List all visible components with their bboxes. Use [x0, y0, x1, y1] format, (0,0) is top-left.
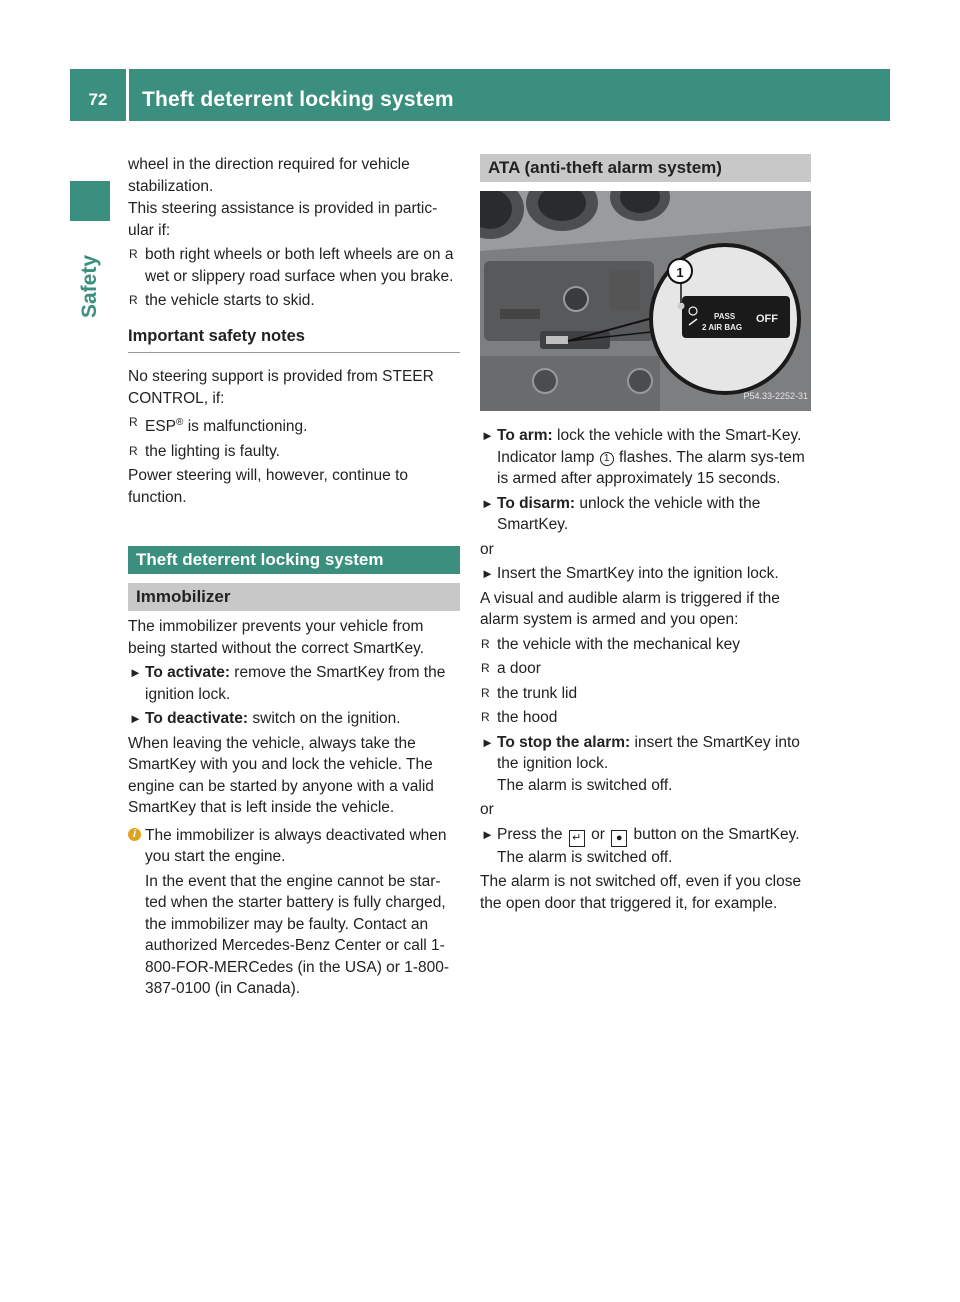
- list-item-text: the vehicle starts to skid.: [145, 292, 315, 309]
- step-item: [480, 425, 811, 447]
- list-item-text: both right wheels or both left wheels are on a wet or slippery road surface when you brake.: [145, 246, 454, 285]
- paragraph: The alarm is not switched off, even if you close the open door that triggered it, for example.: [480, 873, 802, 912]
- list-item-text: the hood: [497, 709, 558, 726]
- section-heading: Important safety notes: [128, 326, 305, 345]
- subsection-bar: Immobilizer: [128, 583, 460, 611]
- list-item: [128, 244, 460, 287]
- section-tab: [78, 254, 118, 408]
- off-label: OFF: [756, 313, 778, 325]
- arrow-step-icon: ►: [129, 711, 142, 727]
- paragraph: wheel in the direction required for vehicle stabilization.: [128, 156, 410, 195]
- step-detail: [480, 447, 811, 490]
- bullet-icon: R: [481, 710, 490, 724]
- step-text: switch on the ignition.: [248, 710, 401, 728]
- list-item-text: a door: [497, 660, 541, 677]
- info-icon: i: [128, 828, 141, 841]
- arrow-step-icon: ►: [481, 734, 494, 750]
- bullet-icon: R: [129, 247, 138, 261]
- step-label: To arm:: [497, 427, 553, 444]
- list-item: [480, 707, 811, 729]
- list-item: [480, 634, 811, 656]
- paragraph: A visual and audible alarm is triggered if the alarm system is armed and you open:: [480, 589, 780, 628]
- step-text: Press the: [497, 825, 567, 843]
- step-result: The alarm is switched off.: [497, 848, 673, 866]
- bullet-icon: R: [481, 685, 490, 700]
- callout-number: 1: [676, 265, 684, 280]
- arrow-step-icon: ►: [129, 665, 142, 681]
- page-title: Theft deterrent locking system: [142, 88, 454, 111]
- arrow-step-icon: ►: [481, 495, 494, 511]
- step-item: [128, 662, 460, 705]
- paragraph: No steering support is provided from STEER CONTROL, if:: [128, 368, 434, 407]
- pass-label: PASS: [714, 312, 736, 321]
- step-label: To disarm:: [497, 494, 576, 512]
- header-divider: [126, 69, 129, 121]
- step-detail-text: Indicator lamp: [497, 448, 599, 466]
- bullet-icon: R: [481, 661, 490, 675]
- section-tab-marker: [70, 181, 110, 221]
- list-item-text: the trunk lid: [497, 684, 578, 702]
- step-text: button on the SmartKey.: [629, 825, 800, 843]
- figure-code: P54.33-2252-31: [743, 390, 808, 401]
- section-bar: Theft deterrent locking system: [128, 546, 460, 574]
- arrow-step-icon: ►: [481, 566, 494, 581]
- step-item: [480, 563, 811, 585]
- step-item: [480, 493, 811, 536]
- step-text: lock the vehicle with the Smart-Key.: [552, 427, 802, 444]
- section-tab-label: Safety: [78, 254, 101, 318]
- registered-mark: ®: [176, 417, 184, 428]
- unlock-icon: ↵: [569, 830, 585, 847]
- step-result: The alarm is switched off.: [497, 776, 673, 794]
- paragraph: When leaving the vehicle, always take the SmartKey with you and lock the vehicle. The engine can be started by anyone with a valid SmartKey that is left inside the vehicle.: [128, 734, 434, 817]
- callout-ref-icon: 1: [600, 452, 614, 466]
- arrow-step-icon: ►: [481, 428, 494, 443]
- bullet-icon: R: [129, 293, 138, 307]
- or-text: or: [480, 540, 494, 558]
- dashboard-illustration: [480, 191, 811, 411]
- step-text: insert the SmartKey into the ignition lock.: [497, 733, 800, 772]
- subsection-bar: ATA (anti-theft alarm system): [480, 154, 811, 182]
- paragraph: The immobilizer prevents your vehicle from being started without the correct SmartKey.: [128, 618, 425, 657]
- list-item-text: is malfunctioning.: [183, 418, 308, 436]
- step-text: Insert the SmartKey into the ignition lock.: [497, 565, 779, 582]
- arrow-step-icon: ►: [481, 826, 494, 842]
- info-text: The immobilizer is always deactivated when you start the engine.: [145, 826, 447, 866]
- bullet-icon: R: [481, 636, 490, 651]
- list-item-text: the vehicle with the mechanical key: [497, 635, 740, 653]
- step-item: [128, 708, 460, 730]
- list-item: [480, 683, 811, 705]
- lock-icon: ●: [611, 830, 627, 847]
- page-number: 72: [88, 90, 108, 109]
- list-item: [128, 441, 460, 463]
- list-item-text: ESP: [145, 418, 177, 436]
- bullet-icon: R: [129, 443, 138, 458]
- list-item: [128, 412, 460, 438]
- page-header: [70, 69, 890, 121]
- info-note: [128, 825, 460, 1000]
- step-label: To deactivate:: [145, 710, 249, 728]
- step-item: [480, 732, 811, 775]
- step-text: remove the SmartKey from the ignition lock.: [145, 664, 446, 703]
- left-column: [128, 154, 460, 1000]
- list-item-text: the lighting is faulty.: [145, 442, 280, 460]
- or-text: or: [480, 801, 494, 818]
- step-text: unlock the vehicle with the SmartKey.: [497, 494, 761, 533]
- list-item: [128, 290, 460, 312]
- paragraph: Power steering will, however, continue to function.: [128, 467, 409, 506]
- info-text: In the event that the engine cannot be star-ted when the starter battery is fully charged, the immobilizer may be faulty. Contact an authorized Mercedes-Benz Center or call 1-800-FOR-MERCedes (in the USA) or 1-800-387-0100 (in Canada).: [145, 872, 450, 998]
- dashboard-figure: [480, 191, 811, 411]
- heading-rule: [128, 352, 460, 353]
- paragraph: This steering assistance is provided in partic-ular if:: [128, 200, 438, 239]
- bullet-icon: R: [129, 415, 138, 429]
- step-label: To stop the alarm:: [497, 733, 631, 751]
- airbag-label: 2 AIR BAG: [702, 323, 743, 332]
- step-detail-text: flashes. The alarm sys-tem is armed after approximately 15 seconds.: [497, 448, 805, 487]
- step-label: To activate:: [145, 664, 230, 682]
- step-item: [480, 824, 811, 847]
- right-column: [480, 154, 811, 914]
- list-item: [480, 658, 811, 680]
- step-text: or: [586, 825, 610, 843]
